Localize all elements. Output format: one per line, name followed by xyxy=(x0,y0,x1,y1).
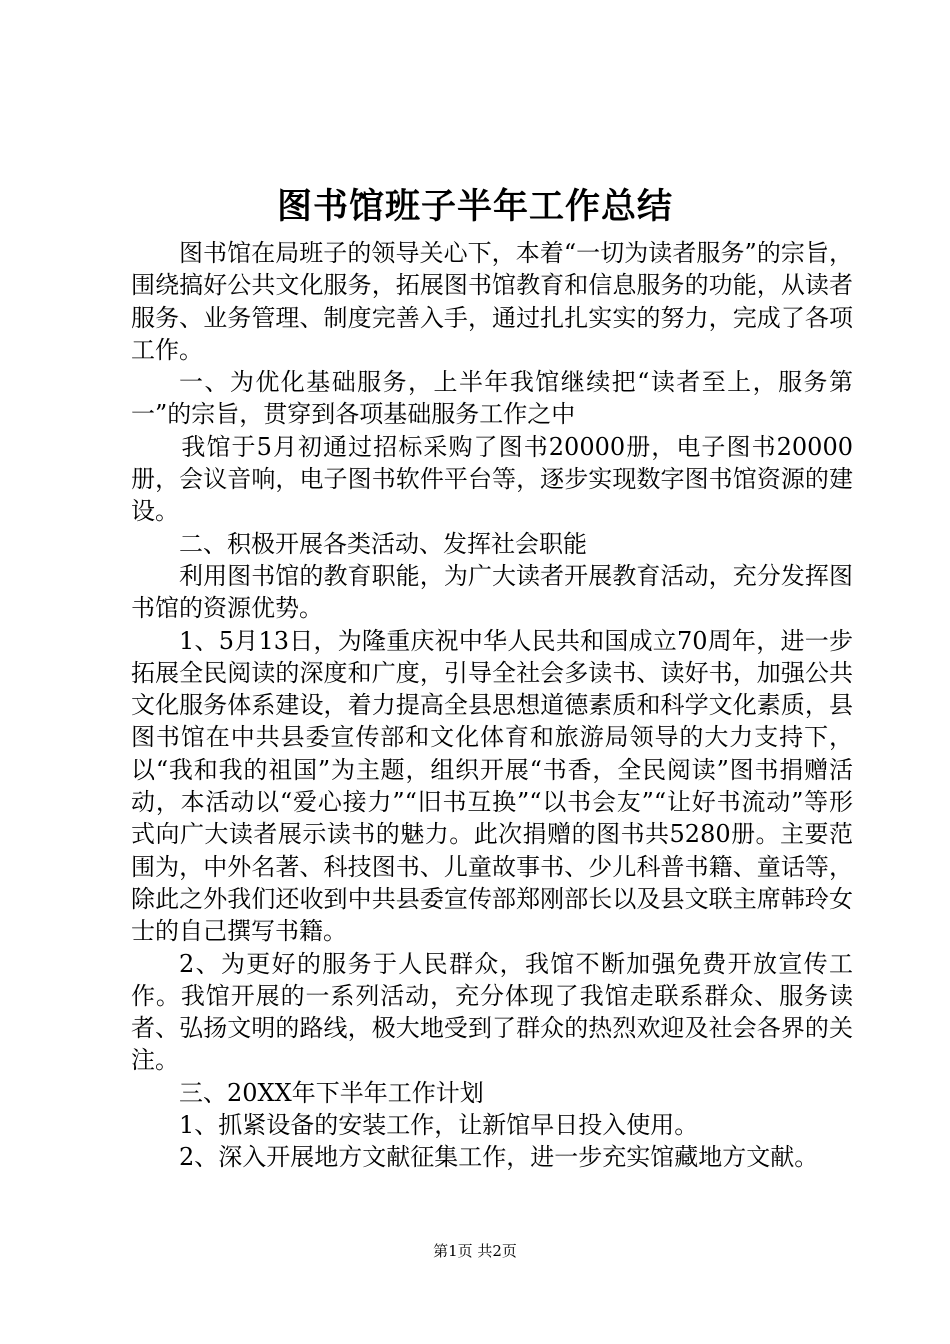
document-body xyxy=(131,237,853,1174)
paragraph-education: 利用图书馆的教育职能，为广大读者开展教育活动，充分发挥图书馆的资源优势。 xyxy=(131,561,853,623)
document-title: 图书馆班子半年工作总结 xyxy=(276,186,673,227)
paragraph-plan-2: 2、深入开展地方文献征集工作，进一步充实馆藏地方文献。 xyxy=(179,1143,819,1172)
paragraph-section-3-heading: 三、20XX年下半年工作计划 xyxy=(179,1078,484,1107)
paragraph-intro: 图书馆在局班子的领导关心下，本着“一切为读者服务”的宗旨，围绕搞好公共文化服务，拓展图书馆教育和信息服务的功能，从读者服务、业务管理、制度完善入手，通过扎扎实实的努力，完成了各项工作。 xyxy=(131,239,853,364)
paragraph-item-1: 1、5月13日，为隆重庆祝中华人民共和国成立70周年，进一步拓展全民阅读的深度和广度，引导全社会多读书、读好书，加强公共文化服务体系建设，着力提高全县思想道德素质和科学文化素质，县图书馆在中共县委宣传部和文化体育和旅游局领导的大力支持下，以“我和我的祖国”为主题，组织开展“书香，全民阅读”图书捐赠活动，本活动以“爱心接力”“旧书互换”“以书会友”“让好书流动”等形式向广大读者展示读书的魅力。此次捐赠的图书共5280册。主要范围为，中外名著、科技图书、儿童故事书、少儿科普书籍、童话等，除此之外我们还收到中共县委宣传部郑刚部长以及县文联主席韩玲女士的自己撰写书籍。 xyxy=(131,626,853,946)
paragraph-section-2-heading: 二、积极开展各类活动、发挥社会职能 xyxy=(179,529,587,558)
paragraph-plan-1: 1、抓紧设备的安装工作，让新馆早日投入使用。 xyxy=(179,1111,699,1140)
page-footer: 第1页 共2页 xyxy=(433,1242,517,1260)
paragraph-item-2: 2、为更好的服务于人民群众，我馆不断加强免费开放宣传工作。我馆开展的一系列活动，充分体现了我馆走联系群众、服务读者、弘扬文明的路线，极大地受到了群众的热烈欢迎及社会各界的关注。 xyxy=(131,949,853,1075)
paragraph-procurement: 我馆于5月初通过招标采购了图书20000册，电子图书20000册，会议音响，电子图书软件平台等，逐步实现数字图书馆资源的建设。 xyxy=(131,432,853,526)
paragraph-section-1-heading: 一、为优化基础服务，上半年我馆继续把“读者至上，服务第一”的宗旨，贯穿到各项基础服务工作之中 xyxy=(131,368,853,429)
